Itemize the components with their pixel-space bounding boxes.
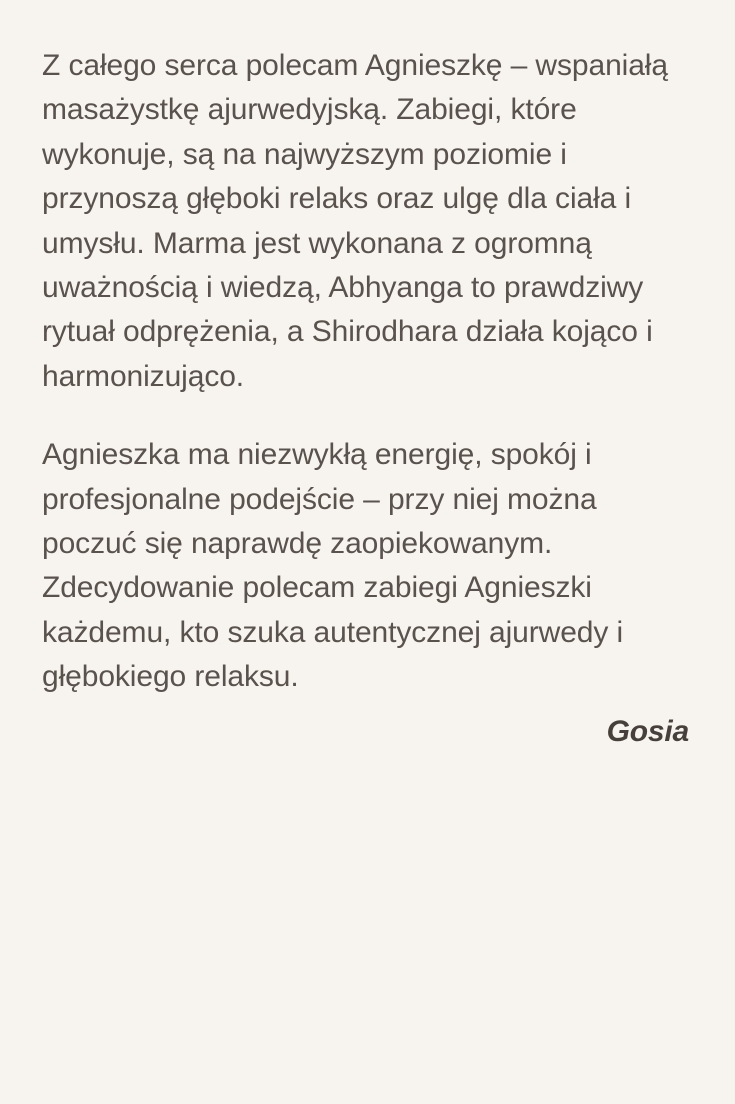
testimonial-paragraph-2: Agnieszka ma niezwykłą energię, spokój i profesjonalne podejście – przy niej można poczuć się naprawdę zaopiekowanym. Zdecydowanie polecam zabiegi Agnieszki każdemu, kto szuka autentycznej ajurwedy i głębokiego relaksu. — [42, 438, 624, 694]
testimonial-author: Gosia — [606, 715, 689, 749]
testimonial-text — [42, 44, 693, 699]
testimonial-paragraph-1: Z całego serca polecam Agnieszkę – wspaniałą masażystkę ajurwedyjską. Zabiegi, które wykonuje, są na najwyższym poziomie i przynoszą głęboki relaks oraz ulgę dla ciała i umysłu. Marma jest wykonana z ogromną uważnością i wiedzą, Abhyanga to prawdziwy rytuał odprężenia, a Shirodhara działa kojąco i harmonizująco. — [42, 49, 668, 393]
